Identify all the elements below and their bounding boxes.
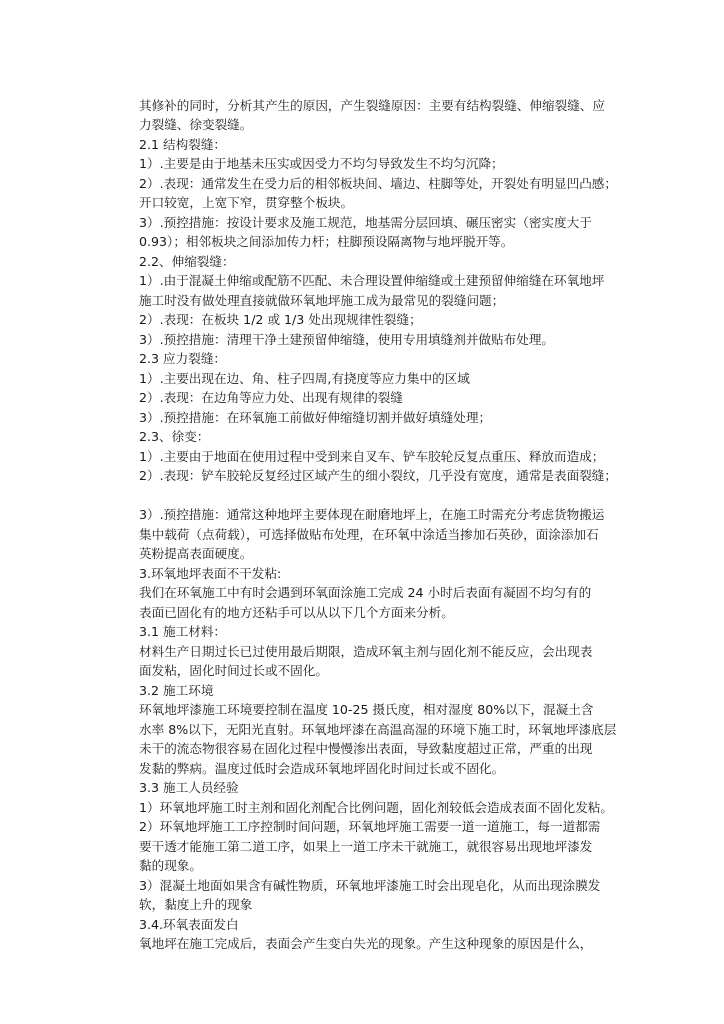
text-line: 未干的流态物很容易在固化过程中慢慢渗出表面，导致黏度超过正常，严重的出现 bbox=[139, 741, 593, 756]
text-line: 发黏的弊病。温度过低时会造成环氧地坪固化时间过长或不固化。 bbox=[139, 761, 505, 776]
text-line: 水率 8%以下，无阳光直射。环氧地坪漆在高温高湿的环境下施工时，环氧地坪漆底层 bbox=[139, 722, 617, 737]
text-line: 2）.表现：通常发生在受力后的相邻板块间、墙边、柱脚等处，开裂处有明显凹凸感； bbox=[139, 176, 617, 191]
section-heading: 2.3 应力裂缝： bbox=[139, 351, 227, 366]
text-line: 3）.预控措施：在环氧施工前做好伸缩缝切割并做好填缝处理； bbox=[139, 410, 492, 425]
text-line: 软，黏度上升的现象 bbox=[139, 897, 253, 912]
text-line: 3）混凝土地面如果含有碱性物质，环氧地坪漆施工时会出现皂化，从而出现涂膜发 bbox=[139, 878, 601, 893]
text-line: 1）.主要由于地面在使用过程中受到来自叉车、铲车胶轮反复点重压、释放而造成； bbox=[139, 449, 605, 464]
section-heading: 2.2、伸缩裂缝： bbox=[139, 254, 235, 269]
text-line: 材料生产日期过长已过使用最后期限，造成环氧主剂与固化剂不能反应，会出现表 bbox=[139, 644, 593, 659]
text-line: 3）.预控措施：通常这种地坪主要体现在耐磨地坪上，在施工时需充分考虑货物搬运 bbox=[139, 507, 605, 522]
section-heading: 3.环氧地坪表面不干发粘: bbox=[139, 566, 282, 581]
text-line: 我们在环氧施工中有时会遇到环氧面涂施工完成 24 小时后表面有凝固不均匀有的 bbox=[139, 585, 592, 600]
text-line: 其修补的同时，分析其产生的原因，产生裂缝原因：主要有结构裂缝、伸缩裂缝、应 bbox=[139, 98, 605, 113]
text-line: 面发粘，固化时间过长或不固化。 bbox=[139, 663, 328, 678]
text-line: 1）.主要出现在边、角、柱子四周,有挠度等应力集中的区域 bbox=[139, 371, 470, 386]
text-line: 黏的现象。 bbox=[139, 858, 202, 873]
text-line: 0.93）；相邻板块之间添加传力杆；柱脚预设隔离物与地坪脱开等。 bbox=[139, 234, 514, 249]
section-heading: 3.3 施工人员经验 bbox=[139, 780, 239, 795]
text-line: 开口较宽，上宽下窄，贯穿整个板块。 bbox=[139, 195, 354, 210]
text-line: 2）环氧地坪施工工序控制时间问题，环氧地坪施工需要一道一道施工，每一道都需 bbox=[139, 819, 601, 834]
text-line: 3）.预控措施：按设计要求及施工规范，地基需分层回填、碾压密实（密实度大于 bbox=[139, 215, 592, 230]
text-line: 环氧地坪漆施工环境要控制在温度 10-25 摄氏度，相对湿度 80%以下，混凝土含 bbox=[139, 702, 594, 717]
text-line: 1）环氧地坪施工时主剂和固化剂配合比例问题，固化剂较低会造成表面不固化发粘。 bbox=[139, 800, 613, 815]
text-line: 氧地坪在施工完成后，表面会产生变白失光的现象。产生这种现象的原因是什么， bbox=[139, 936, 593, 951]
text-line: 2）.表现：在边角等应力处、出现有规律的裂缝 bbox=[139, 390, 403, 405]
text-line: 英粉提高表面硬度。 bbox=[139, 546, 253, 561]
text-line: 要干透才能施工第二道工序，如果上一道工序未干就施工，就很容易出现地坪漆发 bbox=[139, 839, 593, 854]
text-line: 3）.预控措施：清理干净土建预留伸缩缝，使用专用填缝剂并做贴布处理。 bbox=[139, 332, 555, 347]
section-heading: 3.1 施工材料： bbox=[139, 624, 227, 639]
section-heading: 3.2 施工环境 bbox=[139, 683, 214, 698]
section-heading: 2.1 结构裂缝： bbox=[139, 137, 227, 152]
text-line: 1）.由于混凝土伸缩或配筋不匹配、未合理设置伸缩缝或土建预留伸缩缝在环氧地坪 bbox=[139, 273, 605, 288]
text-line: 表面已固化有的地方还粘手可以从以下几个方面来分析。 bbox=[139, 605, 454, 620]
text-line: 2）.表现：在板块 1/2 或 1/3 处出现规律性裂缝； bbox=[139, 312, 422, 327]
text-line: 集中载荷（点荷载），可选择做贴布处理，在环氧中涂适当掺加石英砂，面涂添加石 bbox=[139, 527, 599, 542]
section-heading: 3.4.环氧表面发白 bbox=[139, 917, 239, 932]
section-heading: 2.3、徐变： bbox=[139, 429, 210, 444]
text-line: 1）.主要是由于地基未压实或因受力不均匀导致发生不均匀沉降； bbox=[139, 156, 504, 171]
text-line: 2）.表现：铲车胶轮反复经过区域产生的细小裂纹，几乎没有宽度，通常是表面裂缝； bbox=[139, 468, 617, 483]
text-line: 施工时没有做处理直接就做环氧地坪施工成为最常见的裂缝问题； bbox=[139, 293, 505, 308]
text-line: 力裂缝、徐变裂缝。 bbox=[139, 117, 253, 132]
